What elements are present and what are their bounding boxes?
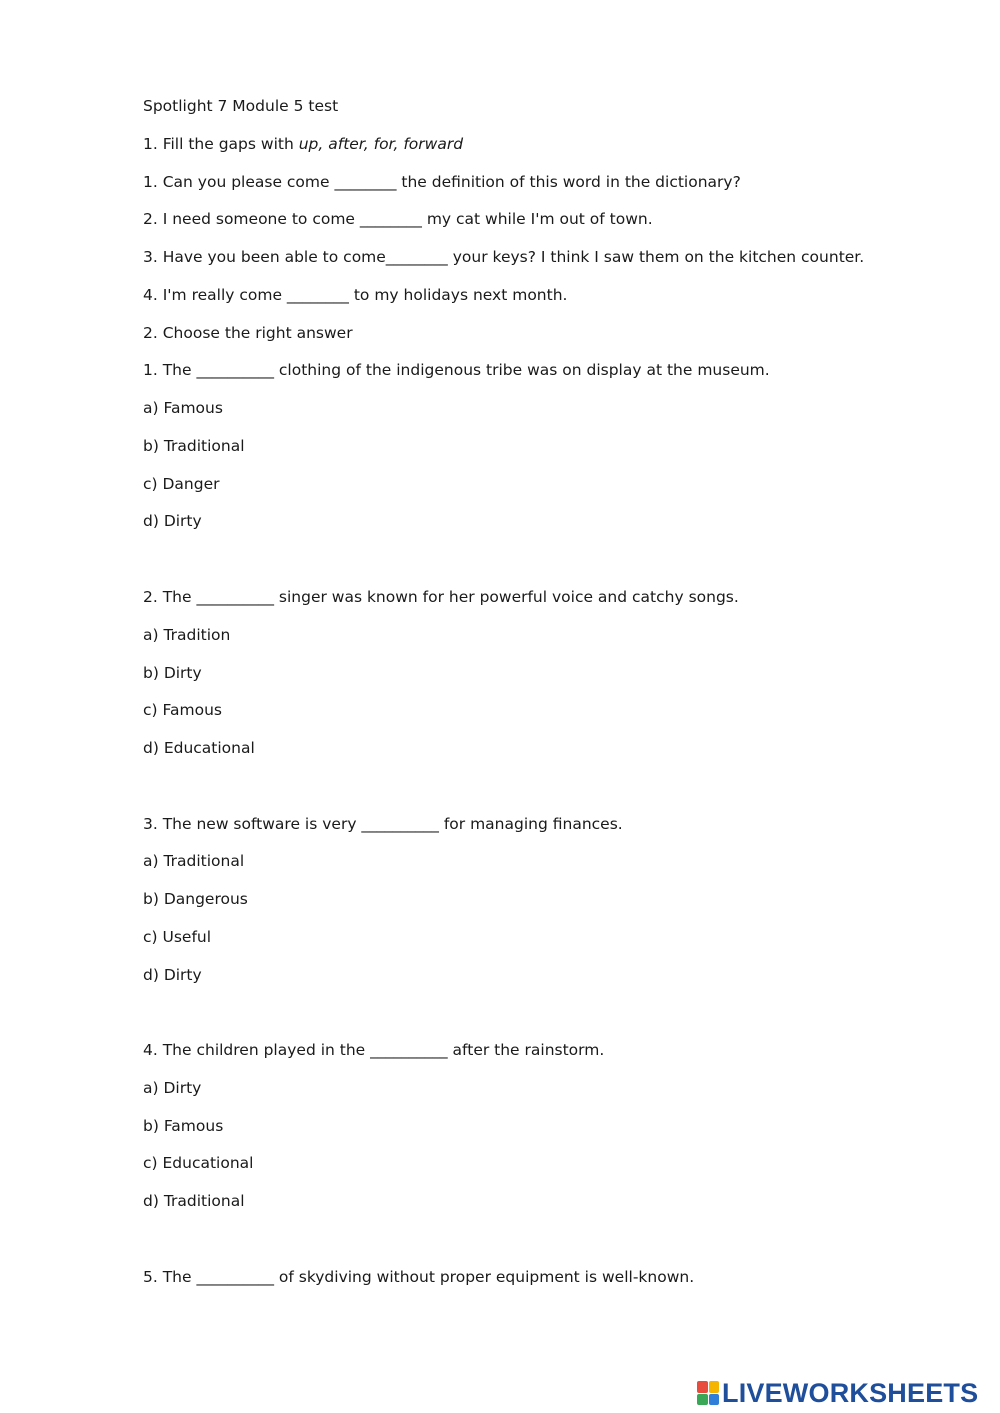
answer-option: a) Tradition xyxy=(143,626,231,644)
question-text: 2. The __________ singer was known for her powerful voice and catchy songs. xyxy=(143,588,739,606)
answer-option: d) Traditional xyxy=(143,1192,245,1210)
answer-option: b) Famous xyxy=(143,1117,224,1135)
answer-option: d) Educational xyxy=(143,739,255,757)
logo-mark-tile xyxy=(709,1381,720,1393)
document-title: Spotlight 7 Module 5 test xyxy=(143,97,339,115)
answer-option: a) Dirty xyxy=(143,1079,202,1097)
question-text: 1. The __________ clothing of the indigenous tribe was on display at the museum. xyxy=(143,361,770,379)
answer-option: b) Dirty xyxy=(143,664,202,682)
section2-heading: 2. Choose the right answer xyxy=(143,324,353,342)
section1-heading-prefix: 1. Fill the gaps with xyxy=(143,135,299,153)
answer-option: c) Useful xyxy=(143,928,212,946)
question-text: 5. The __________ of skydiving without proper equipment is well-known. xyxy=(143,1268,695,1286)
answer-option: c) Danger xyxy=(143,475,220,493)
question-text: 3. The new software is very __________ for managing finances. xyxy=(143,815,623,833)
gap-item: 3. Have you been able to come________ your keys? I think I saw them on the kitchen counter. xyxy=(143,248,865,266)
logo-mark-tile xyxy=(697,1394,708,1406)
liveworksheets-logo-icon xyxy=(697,1381,719,1405)
answer-option: c) Famous xyxy=(143,701,222,719)
logo-mark-tile xyxy=(697,1381,708,1393)
liveworksheets-logo xyxy=(697,1378,978,1408)
liveworksheets-logo-text: LIVEWORKSHEETS xyxy=(722,1377,979,1408)
answer-option: d) Dirty xyxy=(143,966,202,984)
logo-mark-tile xyxy=(709,1394,720,1406)
answer-option: c) Educational xyxy=(143,1154,254,1172)
gap-item: 2. I need someone to come ________ my cat while I'm out of town. xyxy=(143,210,653,228)
answer-option: b) Dangerous xyxy=(143,890,248,908)
section1-heading-words: up, after, for, forward xyxy=(298,135,464,153)
gap-item: 1. Can you please come ________ the definition of this word in the dictionary? xyxy=(143,173,741,191)
gap-item: 4. I'm really come ________ to my holidays next month. xyxy=(143,286,568,304)
question-text: 4. The children played in the __________ after the rainstorm. xyxy=(143,1041,605,1059)
section1-heading xyxy=(143,134,463,154)
answer-option: a) Traditional xyxy=(143,852,245,870)
answer-option: d) Dirty xyxy=(143,512,202,530)
answer-option: b) Traditional xyxy=(143,437,245,455)
answer-option: a) Famous xyxy=(143,399,223,417)
